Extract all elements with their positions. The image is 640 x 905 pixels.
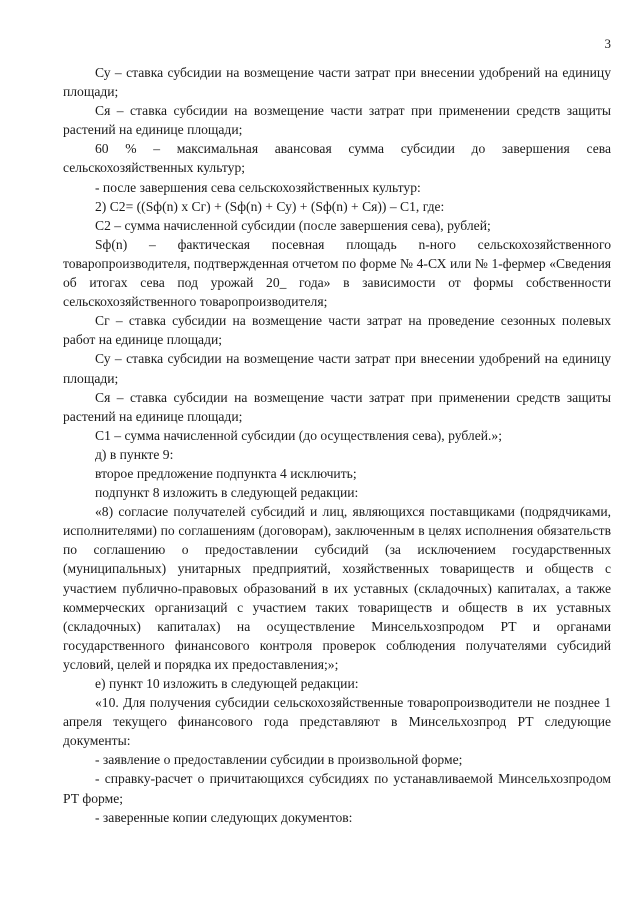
paragraph: - справку-расчет о причитающихся субсидиях по устанавливаемой Минсельхозпродом РТ форме;: [63, 771, 611, 806]
paragraph: С2 – сумма начисленной субсидии (после завершения сева), рублей;: [95, 217, 491, 233]
paragraph: «8) согласие получателей субсидий и лиц, являющихся поставщиками (подрядчиками, исполнителями) по соглашениям (договорам), заключенным в целях исполнения обязательств по соглашению о предоставлении субсидий (за исключением государственных (муниципальных) унитарных предприятий, хозяйственных товариществ и обществ с участием публично-правовых образований в их уставных (складочных) капиталах, а также коммерческих организаций с участием таких товариществ и обществ в их уставных (складочных) капиталах) на осуществление Минсельхозпродом РТ и органами государственного финансового контроля проверок соблюдения получателями субсидий условий, целей и порядка их предоставления;»;: [63, 504, 611, 672]
paragraph: Су – ставка субсидии на возмещение части затрат при внесении удобрений на единицу площади;: [63, 351, 611, 386]
paragraph: - заверенные копии следующих документов:: [95, 809, 353, 825]
document-body: [63, 63, 611, 827]
paragraph: 60 % – максимальная авансовая сумма субсидии до завершения сева сельскохозяйственных культур;: [63, 141, 611, 176]
paragraph: подпункт 8 изложить в следующей редакции:: [95, 485, 359, 501]
paragraph: второе предложение подпункта 4 исключить;: [95, 465, 357, 481]
paragraph: Ся – ставка субсидии на возмещение части затрат при применении средств защиты растений на единице площади;: [63, 389, 611, 424]
paragraph: С1 – сумма начисленной субсидии (до осуществления сева), рублей.»;: [95, 427, 502, 443]
paragraph: Ся – ставка субсидии на возмещение части затрат при применении средств защиты растений на единице площади;: [63, 103, 611, 138]
page-number: 3: [604, 36, 611, 51]
paragraph: - после завершения сева сельскохозяйственных культур:: [95, 179, 421, 195]
formula: 2) С2= ((Sф(n) х Сг) + (Sф(n) + Су) + (Sф(n) + Ся)) – С1, где:: [95, 198, 445, 214]
paragraph: е) пункт 10 изложить в следующей редакции:: [95, 676, 359, 691]
paragraph: Сг – ставка субсидии на возмещение части затрат на проведение сезонных полевых работ на единице площади;: [63, 313, 611, 348]
paragraph: д) в пункте 9:: [95, 446, 174, 462]
paragraph: Су – ставка субсидии на возмещение части затрат при внесении удобрений на единицу площади;: [63, 65, 611, 100]
paragraph: Sф(n) – фактическая посевная площадь n-ного сельскохозяйственного товаропроизводителя, подтвержденная отчетом по форме № 4-СХ или № 1-фермер «Сведения об итогах сева под урожай 20_ года» в зависимости от формы собственности сельскохозяйственного товаропроизводителя;: [63, 236, 611, 310]
paragraph: - заявление о предоставлении субсидии в произвольной форме;: [95, 752, 463, 768]
paragraph: «10. Для получения субсидии сельскохозяйственные товаропроизводители не позднее 1 апреля текущего финансового года представляют в Минсельхозпрод РТ следующие документы:: [63, 695, 611, 749]
